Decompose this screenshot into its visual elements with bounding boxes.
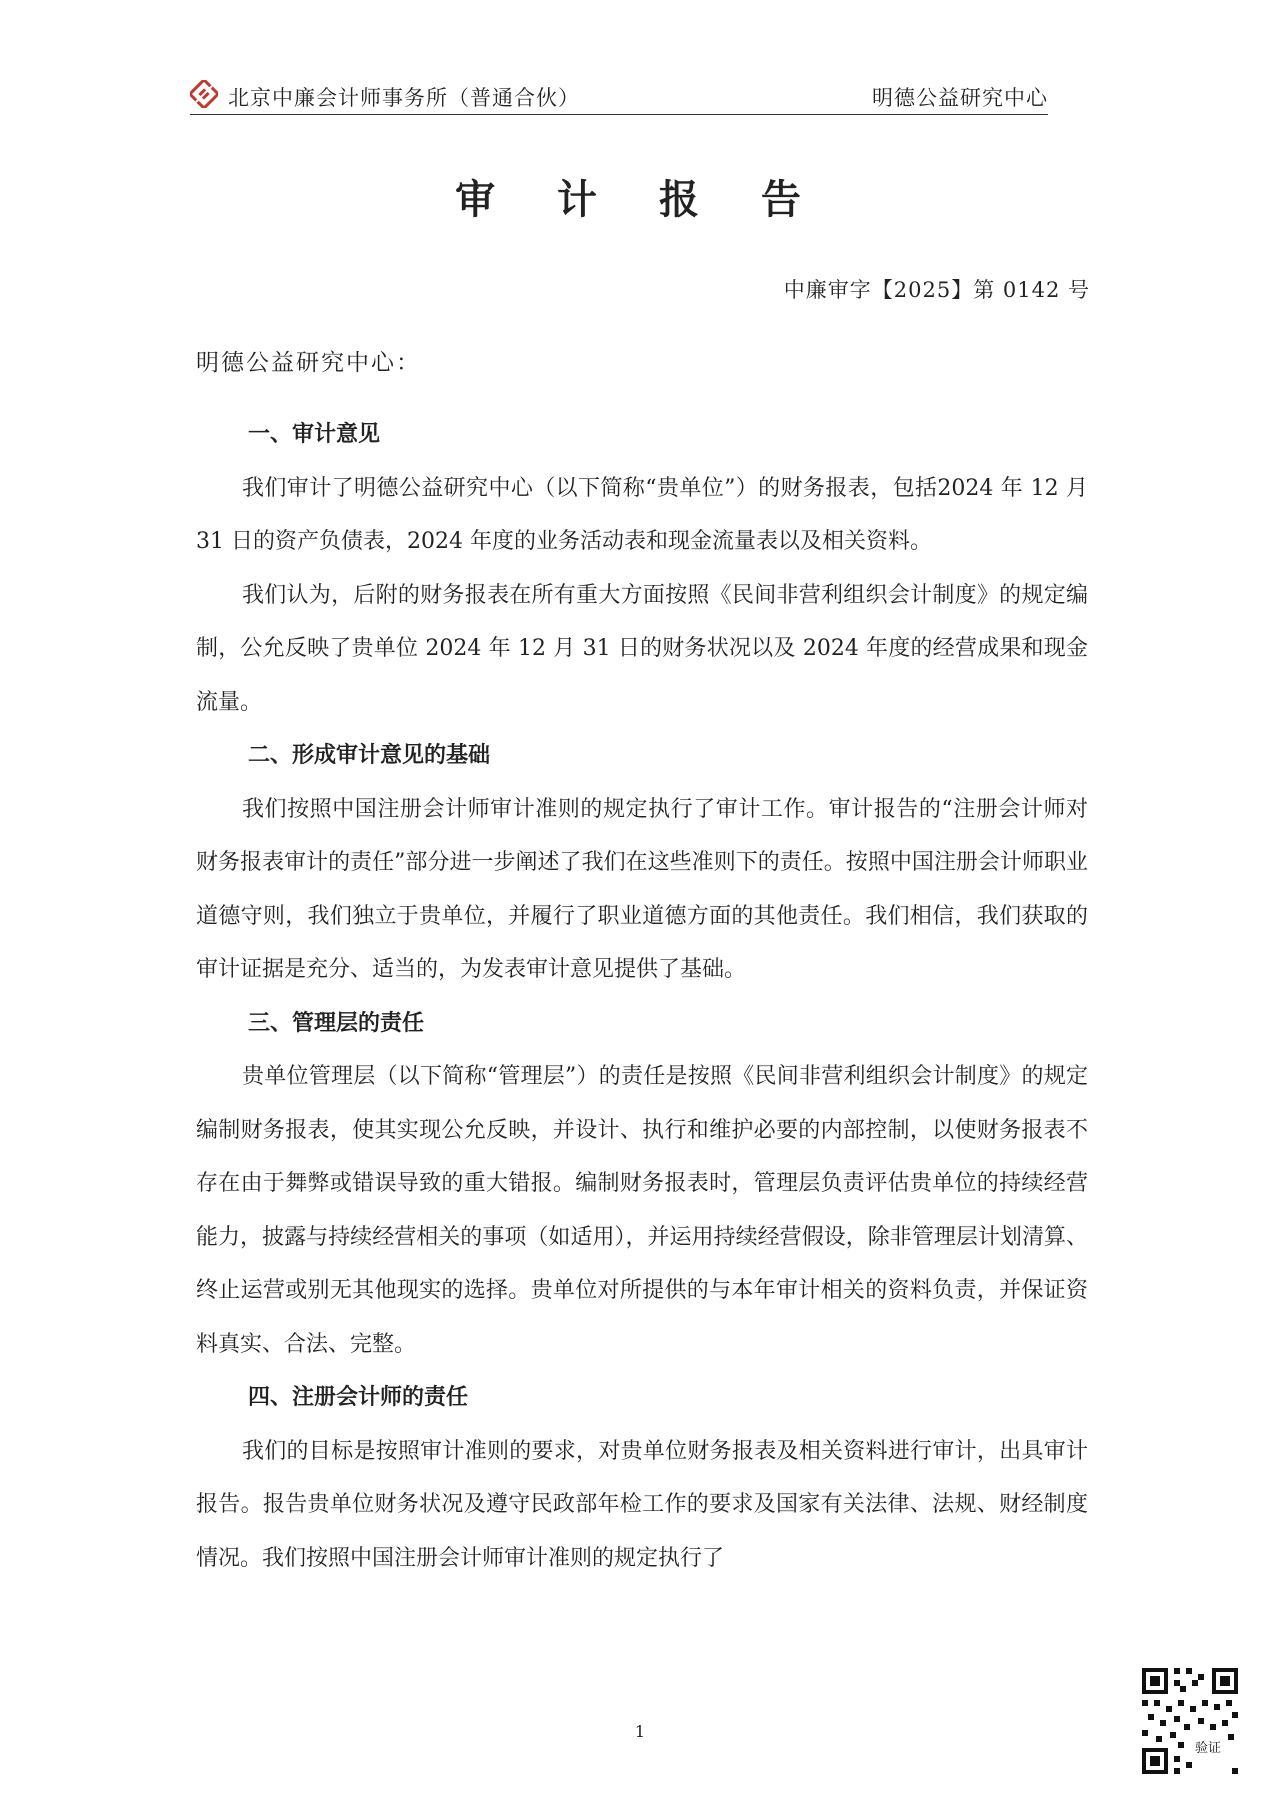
section-heading: 一、审计意见 xyxy=(248,421,381,447)
document-title: 审 计 报 告 xyxy=(455,176,825,223)
section-heading: 二、形成审计意见的基础 xyxy=(248,742,491,768)
paragraph: 我们的目标是按照审计准则的要求，对贵单位财务报表及相关资料进行审计，出具审计报告。报告贵单位财务状况及遵守民政部年检工作的要求及国家有关法律、法规、财经制度情况。我们按照中国注册会计师审计准则的规定执行了 xyxy=(196,1438,1088,1571)
paragraph: 我们审计了明德公益研究中心（以下简称“贵单位”）的财务报表，包括2024 年 12 月 31 日的资产负债表，2024 年度的业务活动表和现金流量表以及相关资料。 xyxy=(196,475,1088,554)
report-body xyxy=(196,408,1088,1585)
addressee: 明德公益研究中心： xyxy=(196,350,421,376)
header-client-name: 明德公益研究中心 xyxy=(872,86,1048,110)
section-heading: 三、管理层的责任 xyxy=(248,1009,425,1036)
paragraph: 贵单位管理层（以下简称“管理层”）的责任是按照《民间非营利组织会计制度》的规定编制财务报表，使其实现公允反映，并设计、执行和维护必要的内部控制，以使财务报表不存在由于舞弊或错误导致的重大错报。编制财务报表时，管理层负责评估贵单位的持续经营能力，披露与持续经营相关的事项（如适用），并运用持续经营假设，除非管理层计划清算、终止运营或别无其他现实的选择。贵单位对所提供的与本年审计相关的资料负责，并保证资料真实、合法、完整。 xyxy=(196,1064,1088,1357)
page-header xyxy=(190,70,1048,115)
page-number: 1 xyxy=(634,1722,646,1741)
firm-name: 北京中廉会计师事务所（普通合伙） xyxy=(228,86,580,110)
reference-number: 中廉审字【2025】第 0142 号 xyxy=(783,278,1090,302)
qr-verify-label: 验证 xyxy=(1194,1741,1222,1756)
section-heading: 四、注册会计师的责任 xyxy=(248,1384,469,1410)
paragraph: 我们认为，后附的财务报表在所有重大方面按照《民间非营利组织会计制度》的规定编制，公允反映了贵单位 2024 年 12 月 31 日的财务状况以及 2024 年度的经营成果和现金流量。 xyxy=(196,582,1088,715)
qr-code-icon xyxy=(1138,1664,1242,1778)
firm-logo-icon xyxy=(190,80,218,108)
paragraph: 我们按照中国注册会计师审计准则的规定执行了审计工作。审计报告的“注册会计师对财务报表审计的责任”部分进一步阐述了我们在这些准则下的责任。按照中国注册会计师职业道德守则，我们独立于贵单位，并履行了职业道德方面的其他责任。我们相信，我们获取的审计证据是充分、适当的，为发表审计意见提供了基础。 xyxy=(196,796,1088,982)
